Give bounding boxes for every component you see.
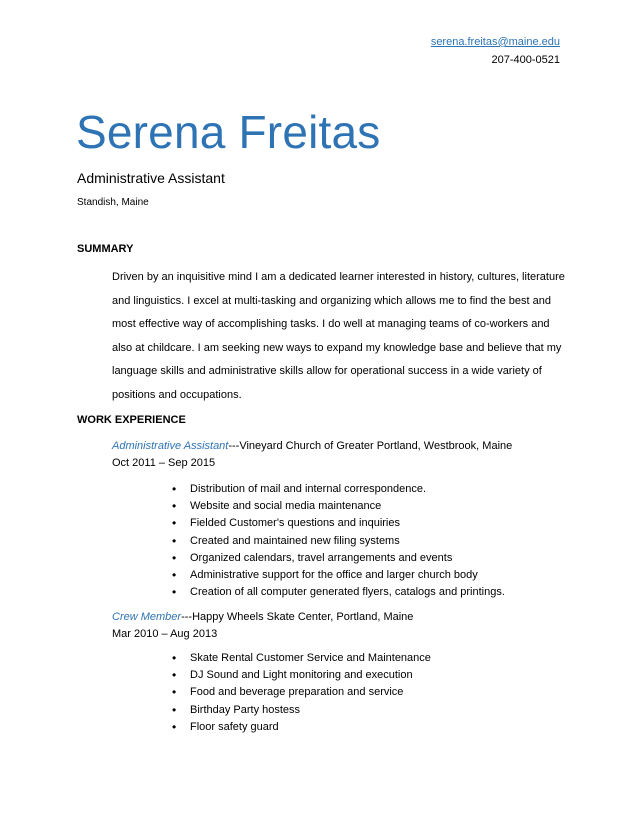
- job-title: Crew Member: [112, 611, 182, 623]
- list-item: • Distribution of mail and internal correspondence.: [172, 481, 505, 498]
- list-item: • Creation of all computer generated flyers, catalogs and printings.: [172, 584, 505, 601]
- job-duties-list: [172, 481, 505, 601]
- list-item: • Created and maintained new filing systems: [172, 533, 505, 550]
- list-item: • Birthday Party hostess: [172, 702, 431, 719]
- list-item: • Food and beverage preparation and service: [172, 684, 431, 701]
- job-employer: ---Vineyard Church of Greater Portland, Westbrook, Maine: [228, 440, 513, 452]
- job-header: [112, 609, 413, 626]
- list-item: • Organized calendars, travel arrangements and events: [172, 550, 505, 567]
- candidate-name: Serena Freitas: [76, 106, 381, 158]
- job-title: Administrative Assistant: [112, 440, 229, 452]
- work-experience-heading: WORK EXPERIENCE: [77, 414, 186, 426]
- location: Standish, Maine: [77, 197, 149, 208]
- list-item: • Administrative support for the office and larger church body: [172, 567, 505, 584]
- phone-number: 207-400-0521: [491, 54, 560, 66]
- contact-block: [431, 33, 560, 69]
- job-dates: Mar 2010 – Aug 2013: [112, 628, 218, 640]
- job-entry: [112, 438, 512, 472]
- job-dates: Oct 2011 – Sep 2015: [112, 457, 216, 469]
- job-employer: ---Happy Wheels Skate Center, Portland, Maine: [181, 611, 414, 623]
- list-item: • DJ Sound and Light monitoring and execution: [172, 667, 431, 684]
- summary-heading: SUMMARY: [77, 243, 134, 255]
- job-entry: [112, 609, 413, 643]
- list-item: • Website and social media maintenance: [172, 498, 505, 515]
- summary-text: Driven by an inquisitive mind I am a dedicated learner interested in history, cultures, literature and linguistics. I excel at multi-tasking and organizing which allows me to find the best and most effective way of accomplishing tasks. I do well at managing teams of co-workers and also at childcare. I am seeking new ways to expand my knowledge base and believe that my language skills and administrative skills allow for operational success in a wide variety of positions and occupations.: [112, 271, 565, 401]
- list-item: • Fielded Customer's questions and inquiries: [172, 515, 505, 532]
- job-duties-list: [172, 650, 431, 736]
- list-item: • Skate Rental Customer Service and Maintenance: [172, 650, 431, 667]
- email-link[interactable]: serena.freitas@maine.edu: [430, 36, 560, 48]
- list-item: • Floor safety guard: [172, 719, 431, 736]
- job-header: [112, 438, 512, 455]
- job-title-subtitle: Administrative Assistant: [77, 170, 225, 186]
